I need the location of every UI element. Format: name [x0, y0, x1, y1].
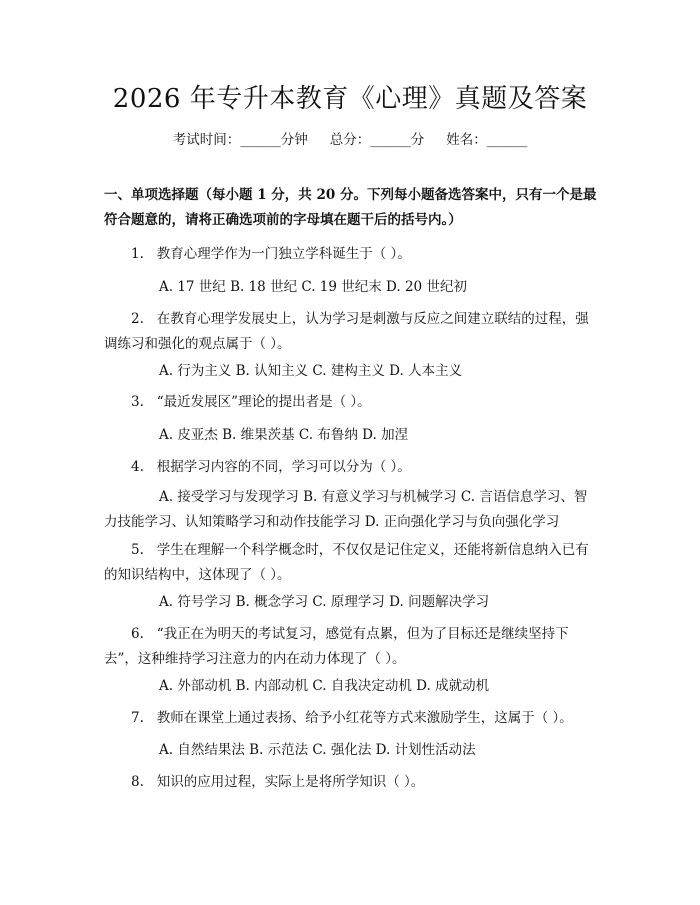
question-5: [104, 538, 600, 588]
question-1: [104, 242, 600, 267]
question-stem: 在教育心理学发展史上，认为学习是刺激与反应之间建立联结的过程，强调练习和强化的观点属于（ ）。: [104, 311, 589, 352]
question-number: 4.: [131, 459, 144, 475]
question-2-options: A. 行为主义 B. 认知主义 C. 建构主义 D. 人本主义: [159, 363, 463, 379]
question-1-options: A. 17 世纪 B. 18 世纪 C. 19 世纪末 D. 20 世纪初: [159, 279, 467, 295]
question-number: 7.: [131, 710, 144, 726]
document-title: 2026 年专升本教育《心理》真题及答案: [112, 84, 588, 114]
question-stem: 根据学习内容的不同，学习可以分为（ ）。: [156, 459, 411, 475]
question-number: 2.: [131, 311, 144, 327]
question-number: 1.: [131, 246, 144, 262]
question-3-options: A. 皮亚杰 B. 维果茨基 C. 布鲁纳 D. 加涅: [159, 427, 409, 443]
question-7: [104, 706, 600, 731]
exam-info-line: [0, 130, 700, 150]
question-4-options: A. 接受学习与发现学习 B. 有意义学习与机械学习 C. 言语信息学习、智力技能学习、认知策略学习和动作技能学习 D. 正向强化学习与负向强化学习: [104, 489, 588, 530]
question-7-options: A. 自然结果法 B. 示范法 C. 强化法 D. 计划性活动法: [159, 742, 476, 758]
question-stem: “最近发展区”理论的提出者是（ ）。: [156, 394, 371, 410]
question-4: [104, 455, 600, 480]
exam-time-field: 考试时间：______分钟: [172, 132, 308, 148]
question-number: 8.: [131, 774, 144, 790]
question-number: 6.: [131, 626, 144, 642]
question-number: 5.: [131, 542, 144, 558]
question-stem: 教师在课堂上通过表扬、给予小红花等方式来激励学生，这属于（ ）。: [156, 710, 573, 726]
question-stem: 知识的应用过程，实际上是将所学知识（ ）。: [156, 774, 425, 790]
question-6: [104, 622, 600, 672]
question-5-options: A. 符号学习 B. 概念学习 C. 原理学习 D. 问题解决学习: [159, 594, 490, 610]
question-stem: 学生在理解一个科学概念时，不仅仅是记住定义，还能将新信息纳入已有的知识结构中，这体现了（ ）。: [104, 542, 589, 583]
total-score-field: 总分：______分: [329, 132, 425, 148]
question-2: [104, 307, 600, 357]
question-stem: 教育心理学作为一门独立学科诞生于（ ）。: [156, 246, 411, 262]
section-heading: 一、单项选择题（每小题 1 分，共 20 分。下列每小题备选答案中，只有一个是最符合题意的，请将正确选项前的字母填在题干后的括号内。）: [104, 187, 597, 228]
question-stem: “我正在为明天的考试复习，感觉有点累，但为了目标还是继续坚持下去”，这种维持学习注意力的内在动力体现了（ ）。: [104, 626, 569, 667]
question-3: [104, 390, 600, 415]
question-number: 3.: [131, 394, 144, 410]
question-6-options: A. 外部动机 B. 内部动机 C. 自我决定动机 D. 成就动机: [159, 678, 490, 694]
question-8: [104, 770, 600, 795]
student-name-field: 姓名：______: [446, 132, 528, 148]
